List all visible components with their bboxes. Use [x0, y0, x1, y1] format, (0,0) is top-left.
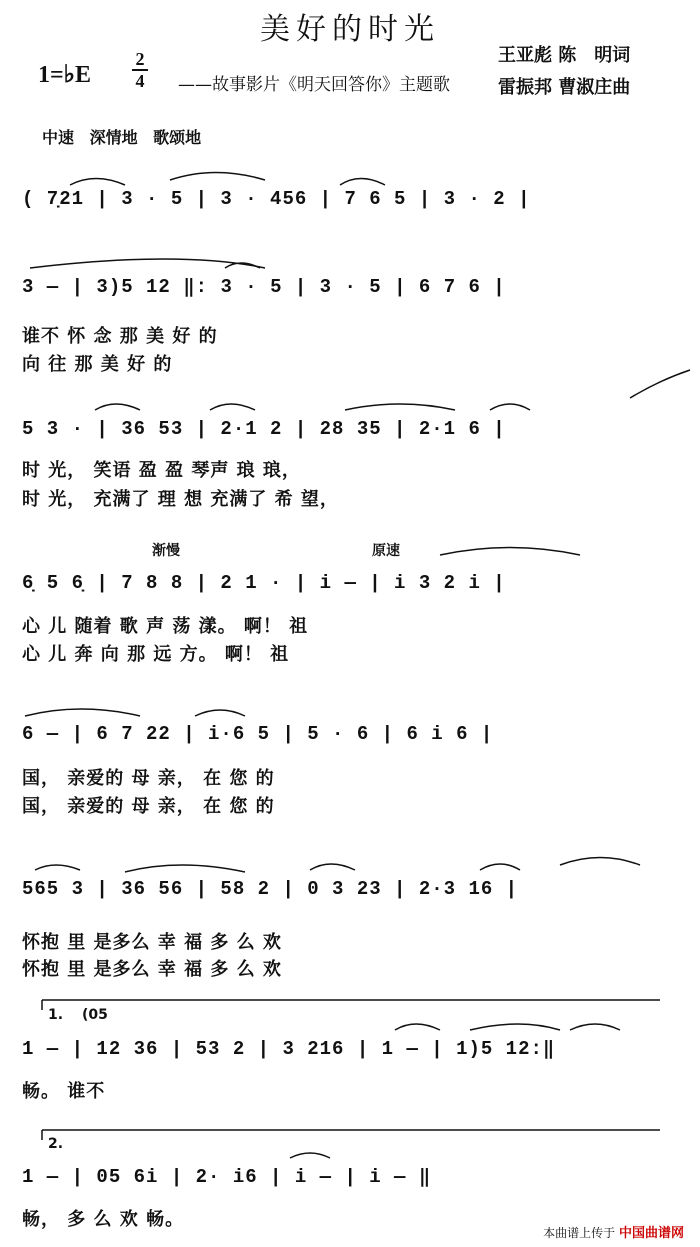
system-7-lyric-1: 畅。 谁不	[22, 1081, 106, 1102]
system-4-lyric-2: 心 儿 奔 向 那 远 方。 啊！ 祖	[22, 644, 290, 665]
system-6-lyric-1: 怀抱 里 是多么 幸 福 多 么 欢	[22, 932, 282, 953]
time-top: 2	[135, 49, 145, 69]
subtitle: ——故事影片《明天回答你》主题歌	[178, 75, 450, 95]
volta-2-label: 2.	[48, 1136, 64, 1152]
interlude-paren: (05	[82, 1007, 108, 1023]
tempo-marking: 中速 深情地 歌颂地	[42, 128, 202, 147]
system-6-lyric-2: 怀抱 里 是多么 幸 福 多 么 欢	[22, 959, 282, 980]
rit-mark: 渐慢	[152, 543, 180, 559]
lyricist: 王亚彪 陈 明词	[498, 45, 631, 66]
system-8-lyric-1: 畅， 多 么 欢 畅。	[22, 1209, 185, 1230]
system-5-lyric-2: 国， 亲爱的 母 亲， 在 您 的	[22, 796, 275, 817]
footer-watermark	[543, 1222, 684, 1241]
composer: 雷振邦 曹淑庄曲	[498, 77, 631, 98]
system-2-lyric-1: 谁不 怀 念 那 美 好 的	[22, 326, 218, 347]
system-3-notes: 5 3 · | 36 53 | 2·1 2 | 28 35 | 2·1 6 |	[22, 418, 506, 440]
a-tempo-mark: 原速	[372, 543, 400, 559]
system-3-lyric-1: 时 光， 笑语 盈 盈 琴声 琅 琅，	[22, 460, 301, 481]
system-5-lyric-1: 国， 亲爱的 母 亲， 在 您 的	[22, 768, 275, 789]
footer-text: 本曲谱上传于	[543, 1226, 616, 1240]
footer-brand: 中国曲谱网	[618, 1226, 684, 1241]
system-2-lyric-2: 向 往 那 美 好 的	[22, 354, 173, 375]
key-signature: 1=♭E	[38, 62, 92, 88]
volta-1-label: 1.	[48, 1007, 64, 1023]
system-2-notes: 3 — | 3)5 12 ‖: 3 · 5 | 3 · 5 | 6 7 6 |	[22, 276, 506, 298]
system-4-notes: 6̣ 5 6̣ | 7 8 8 | 2 1 · | i — | i 3 2 i |	[22, 572, 506, 594]
system-8-notes: 1 — | 05 6i | 2· i6 | i — | i — ‖	[22, 1166, 432, 1188]
system-1-notes: ( 7̣21 | 3 · 5 | 3 · 456 | 7 6 5 | 3 · 2 |	[22, 188, 531, 210]
system-3-lyric-2: 时 光， 充满了 理 想 充满了 希 望，	[22, 489, 339, 510]
system-4-lyric-1: 心 儿 随着 歌 声 荡 漾。 啊！ 祖	[22, 616, 309, 637]
score-title: 美好的时光	[260, 12, 440, 47]
system-5-notes: 6 — | 6 7 22 | i·6 5 | 5 · 6 | 6 i 6 |	[22, 723, 494, 745]
time-bottom: 4	[135, 71, 145, 91]
system-6-notes: 565 3 | 36 56 | 58 2 | 0 3 23 | 2·3 16 |	[22, 878, 519, 900]
system-7-notes: 1 — | 12 36 | 53 2 | 3 216 | 1 — | 1)5 12:‖	[22, 1038, 556, 1060]
